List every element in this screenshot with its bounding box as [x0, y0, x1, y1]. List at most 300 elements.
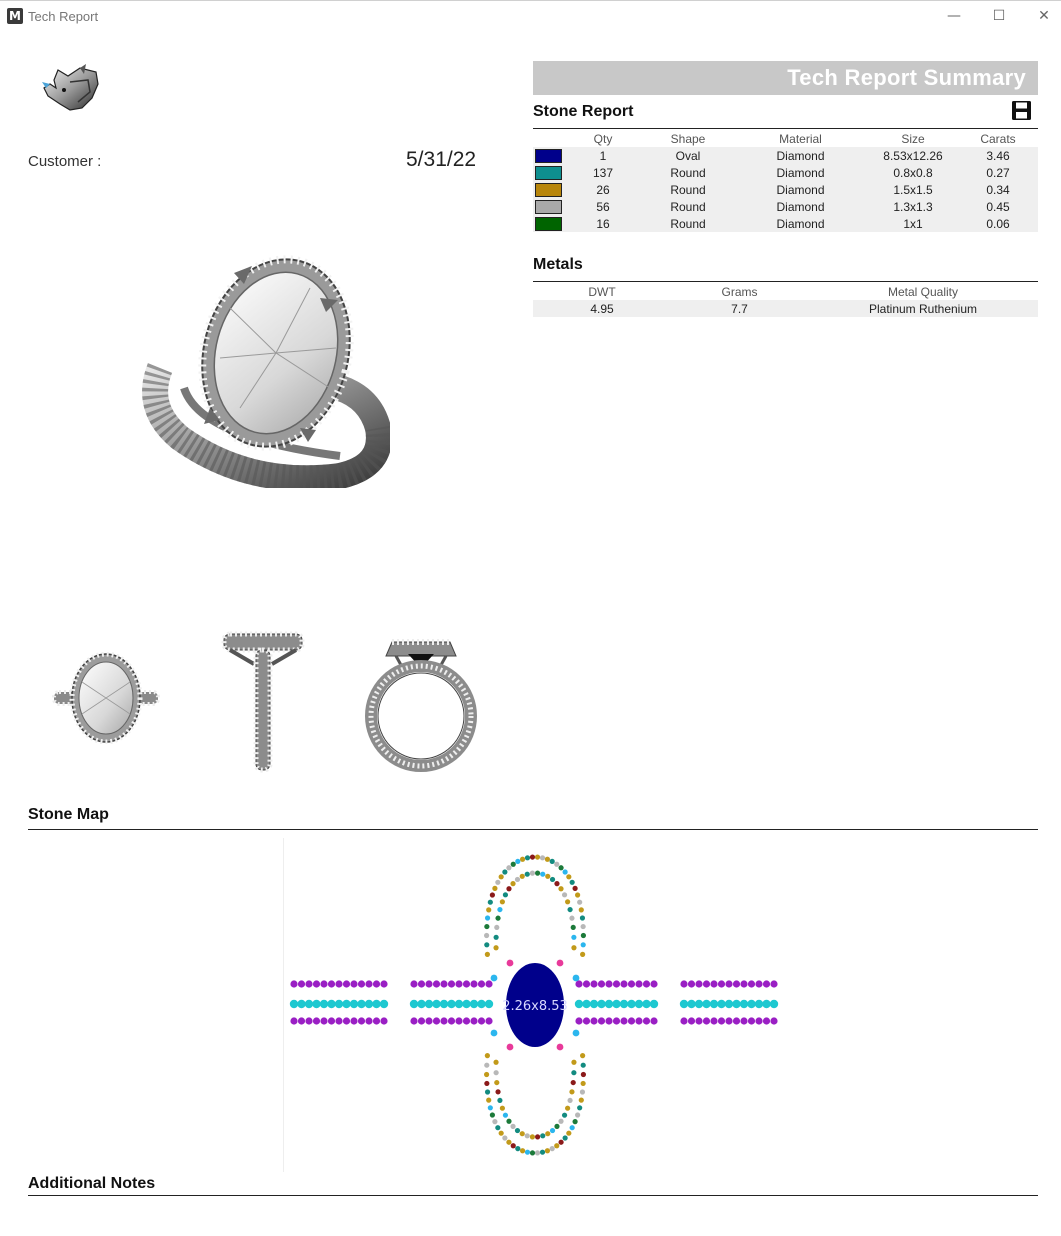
stone-map-dot	[525, 1150, 530, 1155]
stone-map-dot	[747, 1000, 755, 1008]
stone-map-dot	[507, 960, 514, 967]
stone-map-dot	[525, 1133, 530, 1138]
stone-map-dot	[494, 925, 499, 930]
stone-map-dot	[499, 1131, 504, 1136]
stone-map-dot	[550, 1146, 555, 1151]
stone-map-dot	[710, 1017, 717, 1024]
stone-color-swatch	[535, 217, 562, 231]
stone-map-dot	[485, 1017, 492, 1024]
stone-map-dot	[440, 980, 447, 987]
stone-map-dot	[494, 1080, 499, 1085]
stone-map-dot	[305, 980, 312, 987]
stone-map-dot	[494, 935, 499, 940]
rhino-logo-icon	[40, 62, 102, 114]
stone-map-dot	[495, 880, 500, 885]
stone-map-dot	[605, 1000, 613, 1008]
stone-map-dot	[718, 1017, 725, 1024]
stone-map-dot	[515, 1128, 520, 1133]
additional-notes-divider	[28, 1195, 1038, 1196]
stone-map-dot	[718, 980, 725, 987]
table-row	[533, 300, 1038, 317]
stone-map-dot	[688, 980, 695, 987]
stone-map-dot	[562, 892, 567, 897]
stone-map-dot	[554, 881, 559, 886]
stone-map-dot	[572, 1119, 577, 1124]
stone-map-dot	[478, 980, 485, 987]
stone-map-dot	[433, 980, 440, 987]
maximize-button[interactable]: ☐	[992, 8, 1006, 24]
stone-map-dot	[520, 1131, 525, 1136]
stone-map-dot	[571, 925, 576, 930]
stone-map-dot	[762, 1000, 770, 1008]
stone-map-dot	[575, 1017, 582, 1024]
stone-size: 1x1	[868, 215, 958, 232]
stone-qty: 1	[563, 147, 643, 164]
stone-map-dot	[740, 1017, 747, 1024]
swatch-cell	[533, 198, 563, 215]
stone-map-dot	[571, 1060, 576, 1065]
stone-map-dot	[455, 980, 462, 987]
metal-quality: Platinum Ruthenium	[808, 300, 1038, 317]
stone-map-dot	[500, 899, 505, 904]
stone-map-dot	[305, 1000, 313, 1008]
stone-map-dot	[740, 1000, 748, 1008]
stone-map-dot	[448, 1017, 455, 1024]
stone-map-dot	[335, 1000, 343, 1008]
stone-map-dot	[502, 1135, 507, 1140]
stone-map-dot	[510, 1124, 515, 1129]
stone-map-dot	[620, 1017, 627, 1024]
stone-color-swatch	[535, 183, 562, 197]
stone-map-dot	[320, 1000, 328, 1008]
stone-map-diagram	[284, 838, 784, 1172]
stone-map-dot	[687, 1000, 695, 1008]
stone-size: 0.8x0.8	[868, 164, 958, 181]
stone-qty: 137	[563, 164, 643, 181]
stone-map-dot	[733, 1017, 740, 1024]
stone-map-dot	[695, 1017, 702, 1024]
stone-map-dot	[470, 1000, 478, 1008]
stone-map-dot	[710, 980, 717, 987]
stone-map-dot	[499, 874, 504, 879]
stone-map-dot	[545, 857, 550, 862]
stone-map-dot	[365, 980, 372, 987]
stone-shape: Round	[643, 215, 733, 232]
stone-map-dot	[290, 1017, 297, 1024]
stone-map-dot	[545, 874, 550, 879]
stone-map-dot	[763, 980, 770, 987]
header-size: Size	[901, 131, 925, 146]
stone-map-dot	[613, 1017, 620, 1024]
stone-map-dot	[506, 886, 511, 891]
stone-shape: Round	[643, 164, 733, 181]
stone-map-dot	[343, 980, 350, 987]
stone-map-dot	[350, 980, 357, 987]
stone-map-dot	[567, 1098, 572, 1103]
stone-map-dot	[755, 1000, 763, 1008]
table-row	[533, 164, 1038, 181]
stone-map-dot	[703, 980, 710, 987]
ring-render-top-view	[52, 652, 160, 744]
stone-map-dot	[494, 1070, 499, 1075]
stone-map-dot	[550, 877, 555, 882]
stone-map-dot	[290, 1000, 298, 1008]
stone-map-dot	[540, 855, 545, 860]
stone-shape: Round	[643, 181, 733, 198]
stone-map-dot	[572, 886, 577, 891]
stone-map-dot	[380, 1000, 388, 1008]
stone-map-dot	[695, 980, 702, 987]
stone-map-dot	[558, 865, 563, 870]
stone-map-dot	[350, 1000, 358, 1008]
stone-map-dot	[550, 1128, 555, 1133]
swatch-cell	[533, 215, 563, 232]
stone-map-dot	[612, 1000, 620, 1008]
stone-map-dot	[312, 1000, 320, 1008]
stone-map-dot	[373, 1017, 380, 1024]
stone-map-dot	[418, 980, 425, 987]
stone-map-dot	[372, 1000, 380, 1008]
stone-map-dot	[680, 1000, 688, 1008]
stone-map-dot	[478, 1017, 485, 1024]
stone-map-dot	[635, 980, 642, 987]
stone-map-dot	[290, 980, 297, 987]
stone-map-dot	[571, 1070, 576, 1075]
stone-map-dot	[342, 1000, 350, 1008]
stone-map-dot	[520, 1148, 525, 1153]
stone-map-dot	[580, 915, 585, 920]
stone-map-dot	[598, 1017, 605, 1024]
stone-map-dot	[485, 915, 490, 920]
stone-map-dot	[520, 874, 525, 879]
stone-map-dot	[535, 1134, 540, 1139]
stone-material: Diamond	[733, 164, 868, 181]
stone-map-dot	[581, 933, 586, 938]
stone-map-dot	[484, 924, 489, 929]
stone-map-dot	[470, 1017, 477, 1024]
stone-map-dot	[573, 975, 580, 982]
summary-title: Tech Report Summary	[787, 65, 1026, 90]
stone-map-dot	[628, 980, 635, 987]
header-carats: Carats	[980, 131, 1016, 146]
stone-shape: Oval	[643, 147, 733, 164]
stone-map-dot	[763, 1017, 770, 1024]
stone-map-dot	[579, 907, 584, 912]
stone-map-dot	[520, 857, 525, 862]
metal-grams: 7.7	[671, 300, 808, 317]
stone-map-dot	[748, 980, 755, 987]
stone-map-dot	[530, 1150, 535, 1155]
stone-map-dot	[313, 980, 320, 987]
stone-map-dot	[554, 1124, 559, 1129]
stone-map-dot	[605, 1017, 612, 1024]
stone-map-dot	[565, 899, 570, 904]
stone-map-dot	[503, 1113, 508, 1118]
metal-dwt: 4.95	[533, 300, 671, 317]
stone-map-dot	[350, 1017, 357, 1024]
app-icon: M	[7, 8, 23, 24]
stone-map-dot	[313, 1017, 320, 1024]
stone-map-dot	[484, 933, 489, 938]
close-button[interactable]: ✕	[1038, 8, 1050, 24]
stone-map-dot	[577, 900, 582, 905]
header-material: Material	[779, 131, 822, 146]
stone-map-dot	[566, 1131, 571, 1136]
stone-color-swatch	[535, 149, 562, 163]
stone-map-dot	[485, 1000, 493, 1008]
stone-map-dot	[486, 907, 491, 912]
stone-map-dot	[575, 980, 582, 987]
stone-map-dot	[583, 980, 590, 987]
stone-map-dot	[680, 980, 687, 987]
stone-map-dot	[511, 862, 516, 867]
stone-map-dot	[488, 900, 493, 905]
stone-map-dot	[418, 1017, 425, 1024]
stone-map-dot	[490, 892, 495, 897]
stone-map-dot	[581, 924, 586, 929]
stone-map-dot	[380, 1017, 387, 1024]
stone-map-dot	[493, 1060, 498, 1065]
stone-map-dot	[463, 980, 470, 987]
stone-map-dot	[557, 1044, 564, 1051]
metals-title: Metals	[533, 256, 583, 273]
stone-map-dot	[575, 892, 580, 897]
stone-map-dot	[643, 1017, 650, 1024]
stone-map-dot	[627, 1000, 635, 1008]
stone-map-dot	[755, 1017, 762, 1024]
stone-map-dot	[373, 980, 380, 987]
stone-map-dot	[515, 1146, 520, 1151]
stone-map-dot	[495, 916, 500, 921]
stone-map-dot	[581, 1063, 586, 1068]
stone-map-dot	[535, 1150, 540, 1155]
stone-map-dot	[515, 877, 520, 882]
stone-map-dot	[582, 1000, 590, 1008]
stone-map-dot	[620, 1000, 628, 1008]
header-grams: Grams	[721, 284, 758, 299]
stone-map-dot	[540, 1150, 545, 1155]
stone-size: 8.53x12.26	[868, 147, 958, 164]
stone-map-dot	[425, 980, 432, 987]
stone-map-dot	[581, 1081, 586, 1086]
stone-map-dot	[571, 1080, 576, 1085]
stone-map-dot	[748, 1017, 755, 1024]
report-date: 5/31/22	[406, 148, 477, 171]
stone-map-dot	[530, 871, 535, 876]
stone-map-dot	[575, 1000, 583, 1008]
stone-map-dot	[491, 975, 498, 982]
stone-map-dot	[320, 980, 327, 987]
header-shape: Shape	[670, 131, 706, 146]
stone-map-dot	[628, 1017, 635, 1024]
ring-render-perspective	[140, 238, 390, 488]
stone-map-dot	[305, 1017, 312, 1024]
stone-map-dot	[535, 871, 540, 876]
stone-map-dot	[485, 952, 490, 957]
minimize-button[interactable]: —	[947, 8, 961, 24]
stone-map-dot	[563, 1135, 568, 1140]
summary-header-bar	[533, 61, 1038, 95]
stone-map-dot	[500, 1106, 505, 1111]
stone-map-dot	[540, 872, 545, 877]
ring-render-side-view	[218, 628, 308, 773]
stone-map-dot	[597, 1000, 605, 1008]
save-icon[interactable]	[1011, 100, 1032, 121]
metals-header-row	[533, 283, 1038, 300]
ring-render-end-view	[362, 626, 480, 774]
stone-report-divider	[533, 128, 1038, 129]
stone-map-dot	[570, 1125, 575, 1130]
table-row	[533, 198, 1038, 215]
stone-map-dot	[470, 980, 477, 987]
stone-map-dot	[571, 935, 576, 940]
stone-map-dot	[490, 1112, 495, 1117]
stone-map-dot	[297, 1000, 305, 1008]
stone-map-dot	[493, 945, 498, 950]
stone-map-dot	[455, 1000, 463, 1008]
stone-map-dot	[485, 1053, 490, 1058]
stone-map-dot	[298, 980, 305, 987]
stone-map-dot	[755, 980, 762, 987]
stone-map-dot	[463, 1017, 470, 1024]
stone-map-dot	[575, 1112, 580, 1117]
stone-map-canvas	[283, 838, 783, 1172]
stone-qty: 16	[563, 215, 643, 232]
swatch-cell	[533, 147, 563, 164]
stone-map-dot	[485, 1089, 490, 1094]
stone-map-dot	[650, 1017, 657, 1024]
stone-map-dot	[702, 1000, 710, 1008]
stone-map-dot	[590, 1000, 598, 1008]
stone-map-dot	[462, 1000, 470, 1008]
stone-map-dot	[562, 1113, 567, 1118]
stone-map-dot	[448, 980, 455, 987]
stone-map-dot	[717, 1000, 725, 1008]
stone-map-dot	[579, 1098, 584, 1103]
stone-map-dot	[380, 980, 387, 987]
stone-report-header-row	[533, 130, 1038, 147]
stone-map-dot	[569, 1089, 574, 1094]
stone-map-dot	[545, 1131, 550, 1136]
stone-map-dot	[343, 1017, 350, 1024]
stone-carats: 0.45	[958, 198, 1038, 215]
header-dwt: DWT	[588, 284, 616, 299]
stone-map-dot	[447, 1000, 455, 1008]
stone-map-dot	[770, 1000, 778, 1008]
table-row	[533, 181, 1038, 198]
stone-map-dot	[725, 1000, 733, 1008]
stone-map-dot	[358, 980, 365, 987]
stone-report-table	[533, 130, 1038, 232]
stone-map-dot	[432, 1000, 440, 1008]
customer-label: Customer :	[28, 153, 102, 170]
stone-map-dot	[770, 1017, 777, 1024]
stone-map-dot	[525, 855, 530, 860]
stone-carats: 0.27	[958, 164, 1038, 181]
stone-map-dot	[477, 1000, 485, 1008]
stone-map-dot	[583, 1017, 590, 1024]
stone-map-dot	[567, 907, 572, 912]
stone-map-dot	[580, 1053, 585, 1058]
stone-map-dot	[563, 869, 568, 874]
stone-carats: 3.46	[958, 147, 1038, 164]
stone-map-divider	[28, 829, 1038, 830]
stone-map-dot	[550, 859, 555, 864]
stone-map-dot	[491, 1030, 498, 1037]
stone-map-dot	[410, 1017, 417, 1024]
stone-map-dot	[484, 942, 489, 947]
stone-map-dot	[485, 980, 492, 987]
stone-map-dot	[643, 980, 650, 987]
stone-qty: 26	[563, 181, 643, 198]
stone-map-dot	[484, 1081, 489, 1086]
stone-map-dot	[484, 1063, 489, 1068]
stone-map-dot	[328, 1017, 335, 1024]
stone-map-dot	[425, 1017, 432, 1024]
stone-map-dot	[635, 1000, 643, 1008]
stone-map-dot	[558, 1140, 563, 1145]
stone-map-dot	[503, 892, 508, 897]
stone-map-dot	[417, 1000, 425, 1008]
stone-color-swatch	[535, 166, 562, 180]
stone-map-dot	[335, 1017, 342, 1024]
stone-shape: Round	[643, 198, 733, 215]
stone-map-dot	[695, 1000, 703, 1008]
metals-divider	[533, 281, 1038, 282]
stone-map-dot	[506, 1119, 511, 1124]
stone-map-dot	[530, 854, 535, 859]
stone-map-dot	[545, 1148, 550, 1153]
stone-map-dot	[525, 872, 530, 877]
stone-map-dot	[425, 1000, 433, 1008]
stone-map-dot	[335, 980, 342, 987]
stone-map-dot	[365, 1017, 372, 1024]
stone-map-dot	[484, 1072, 489, 1077]
stone-color-swatch	[535, 200, 562, 214]
stone-map-dot	[558, 1119, 563, 1124]
stone-report-title: Stone Report	[533, 103, 634, 120]
stone-map-dot	[710, 1000, 718, 1008]
stone-material: Diamond	[733, 198, 868, 215]
stone-map-dot	[488, 1105, 493, 1110]
stone-map-dot	[554, 862, 559, 867]
stone-map-dot	[558, 886, 563, 891]
stone-map-dot	[590, 1017, 597, 1024]
stone-map-dot	[569, 916, 574, 921]
stone-map-dot	[703, 1017, 710, 1024]
stone-carats: 0.06	[958, 215, 1038, 232]
stone-map-dot	[598, 980, 605, 987]
stone-map-dot	[365, 1000, 373, 1008]
stone-map-dot	[642, 1000, 650, 1008]
stone-map-dot	[566, 874, 571, 879]
stone-map-dot	[605, 980, 612, 987]
stone-map-dot	[540, 1133, 545, 1138]
table-row	[533, 215, 1038, 232]
stone-map-dot	[486, 1098, 491, 1103]
stone-map-dot	[577, 1105, 582, 1110]
stone-map-dot	[320, 1017, 327, 1024]
stone-map-dot	[581, 942, 586, 947]
stone-map-dot	[510, 881, 515, 886]
window-title: Tech Report	[28, 9, 99, 24]
stone-map-dot	[535, 854, 540, 859]
stone-map-title: Stone Map	[28, 806, 109, 823]
stone-map-dot	[492, 1119, 497, 1124]
stone-map-dot	[328, 980, 335, 987]
stone-material: Diamond	[733, 181, 868, 198]
stone-map-dot	[770, 980, 777, 987]
